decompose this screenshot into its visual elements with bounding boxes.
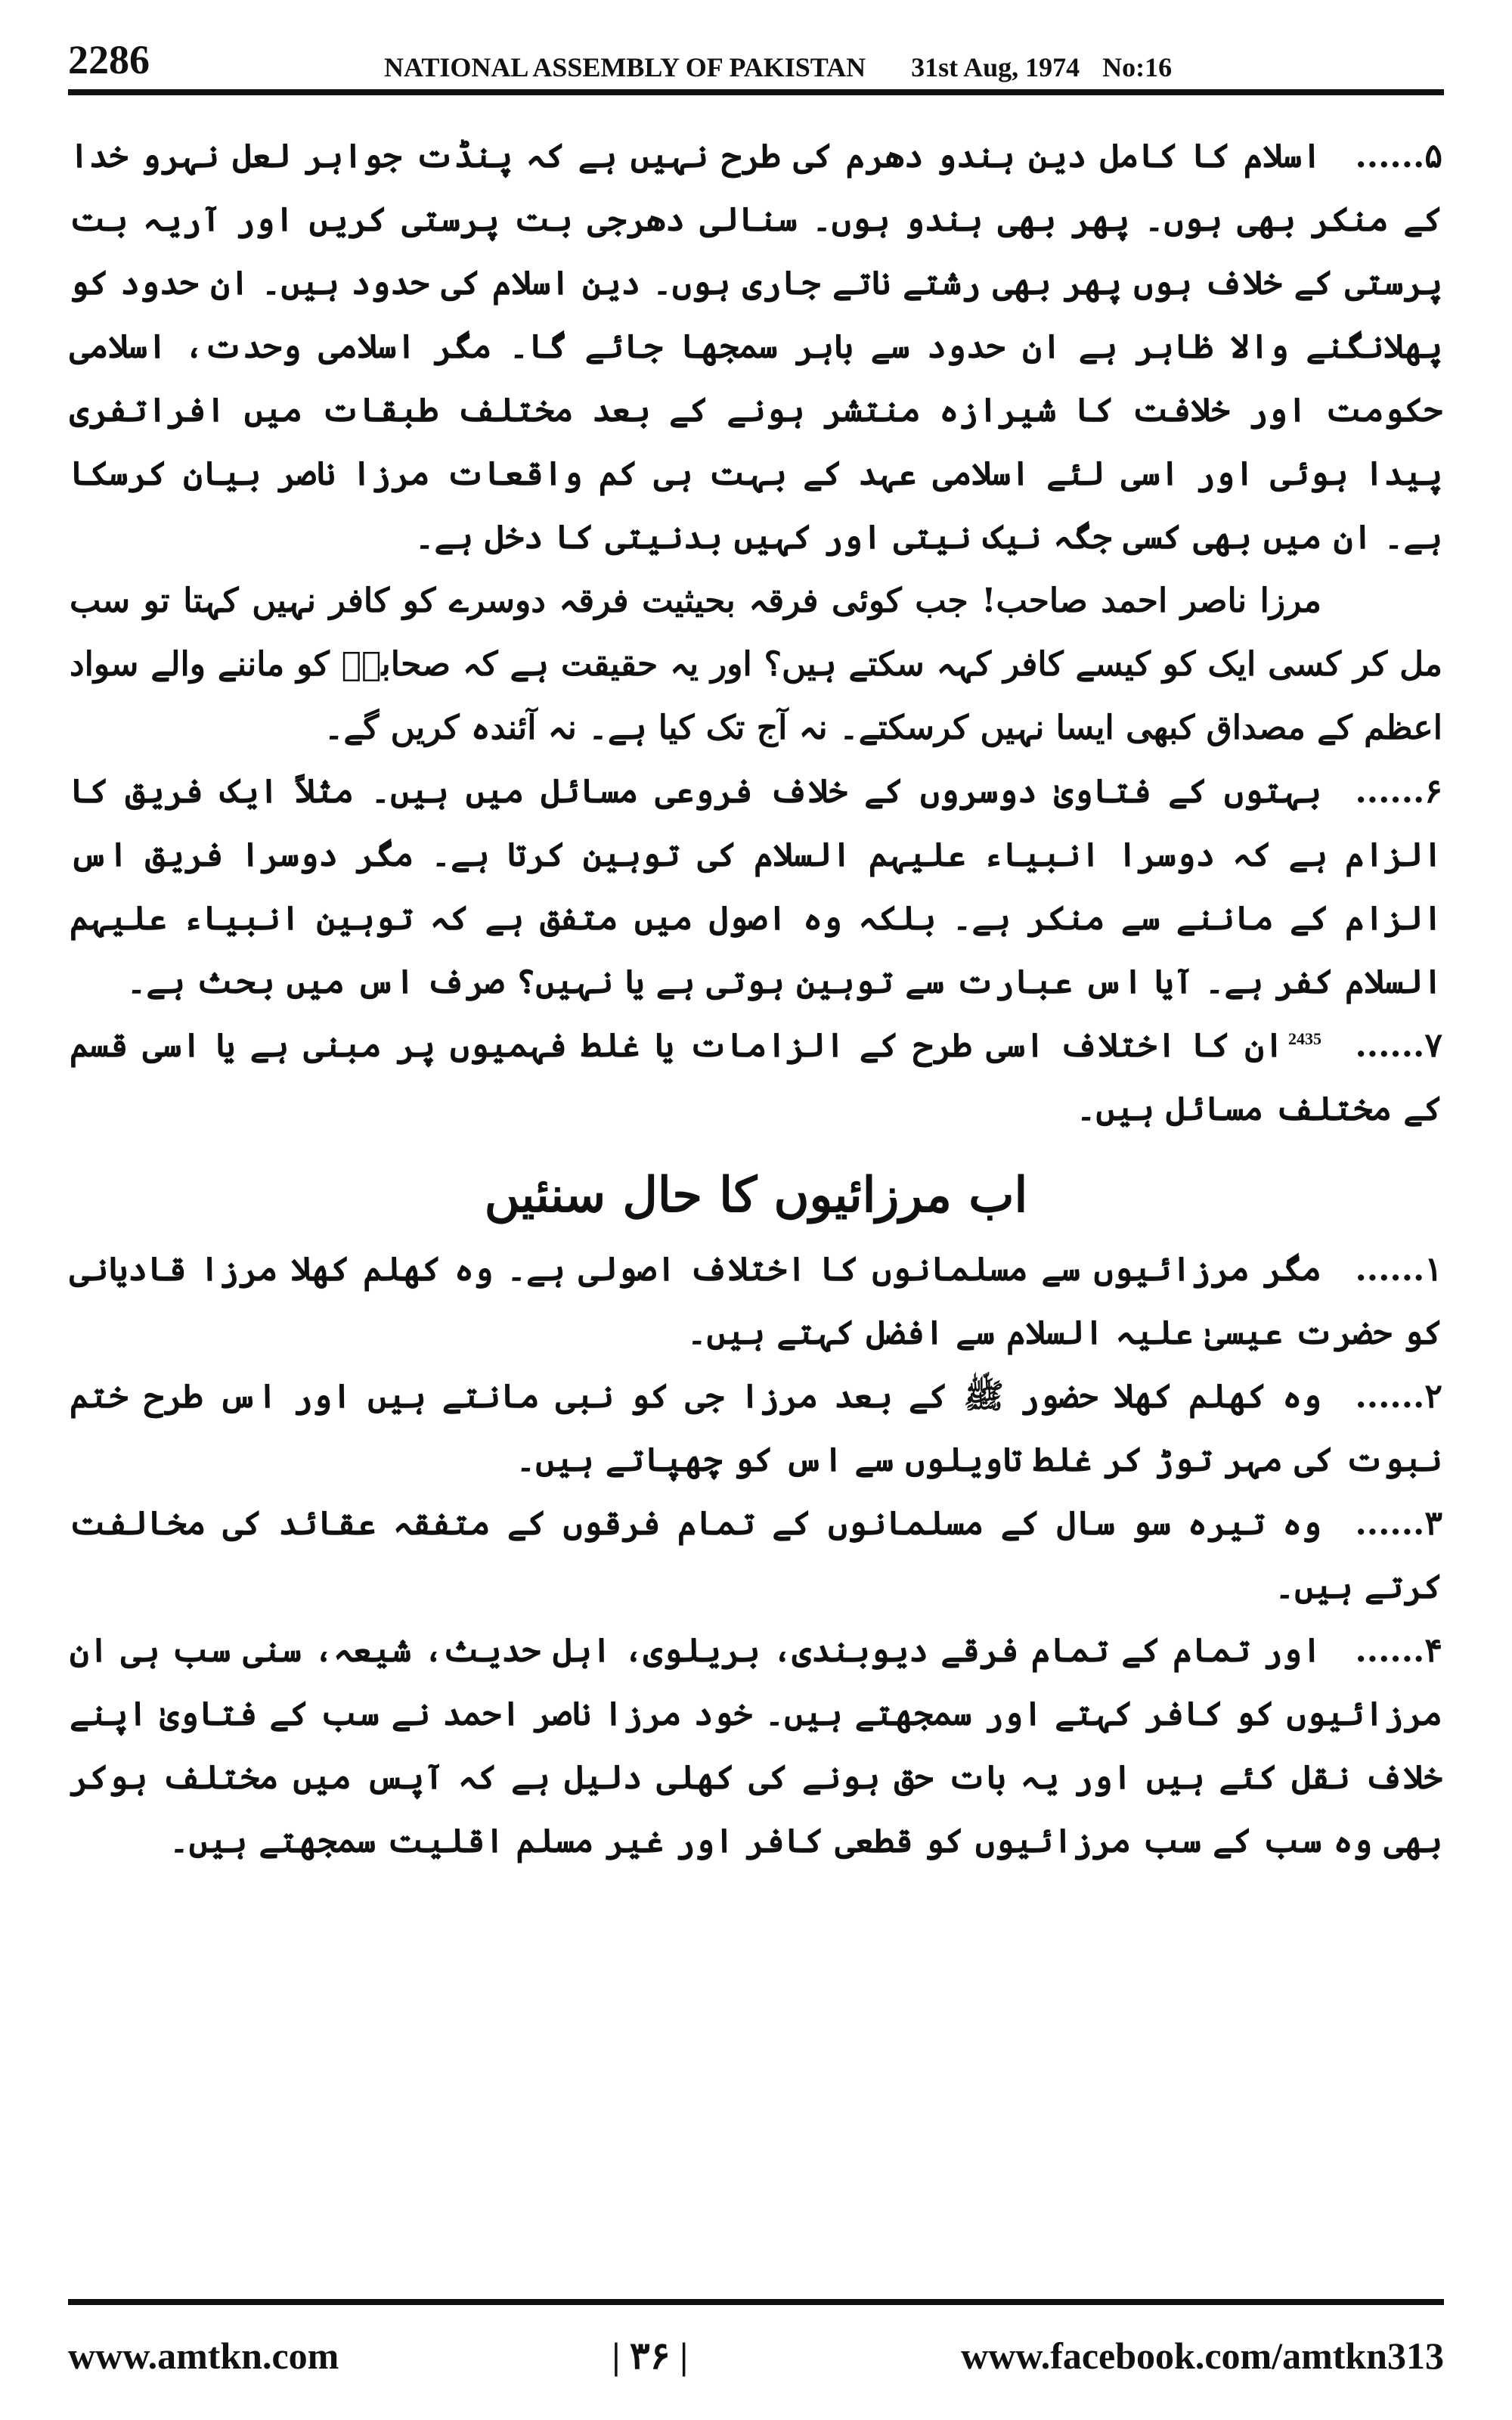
page-header xyxy=(68,30,1444,83)
paragraph-text: بہتوں کے فتاویٰ دوسروں کے خلاف فروعی مسائل میں ہیں۔ مثلاً ایک فریق کا الزام ہے کہ دوسرا انبیاء علیہم السلام کی توہین کرتا ہے۔ مگر دوسرا فریق اس الزام کے ماننے سے منکر ہے۔ بلکہ وہ اصول میں متفق ہے کہ توہین انبیاء علیہم السلام کفر ہے۔ آیا اس عبارت سے توہین ہوتی ہے یا نہیں؟ صرف اس میں بحث ہے۔ xyxy=(70,772,1442,1001)
paragraph-address xyxy=(70,569,1442,760)
page-number: 2286 xyxy=(68,37,150,82)
paragraph-number: ۶...... xyxy=(1355,772,1442,811)
paragraph-text: ان کا اختلاف اسی طرح کے الزامات یا غلط فہمیوں پر مبنی ہے یا اسی قسم کے مختلف مسائل ہیں۔ xyxy=(70,1026,1442,1128)
paragraph-number: ۷...... xyxy=(1355,1026,1442,1065)
item-number: ۲...... xyxy=(1355,1377,1442,1416)
item-number: ۳...... xyxy=(1355,1504,1442,1543)
paragraph-number: ۵...... xyxy=(1355,137,1442,175)
paragraph-text: اسلام کا کامل دین ہندو دھرم کی طرح نہیں ہے کہ پنڈت جواہر لعل نہرو خدا کے منکر بھی ہوں۔ پھر بھی ہندو ہوں۔ سنالی دھرجی بت پرستی کریں اور آریہ بت پرستی کے خلاف ہوں پھر بھی رشتے ناتے جاری ہوں۔ دین اسلام کی حدود ہیں۔ ان حدود کو پھلانگنے والا ظاہر ہے ان حدود سے باہر سمجھا جائے گا۔ مگر اسلامی وحدت، اسلامی حکومت اور خلافت کا شیرازہ منتشر ہونے کے بعد مختلف طبقات میں افراتفری پیدا ہوئی اور اسی لئے اسلامی عہد کے بہت ہی کم واقعات مرزا ناصر بیان کرسکا ہے۔ ان میں بھی کسی جگہ نیک نیتی اور کہیں بدنیتی کا دخل ہے۔ xyxy=(70,137,1442,557)
section-heading: اب مرزائیوں کا حال سنئیں xyxy=(484,1167,1028,1224)
item-text: مگر مرزائیوں سے مسلمانوں کا اختلاف اصولی ہے۔ وہ کھلم کھلا مرزا قادیانی کو حضرت عیسیٰ علیہ السلام سے افضل کہتے ہیں۔ xyxy=(70,1250,1442,1352)
item-text: اور تمام کے تمام فرقے دیوبندی، بریلوی، اہل حدیث، شیعہ، سنی سب ہی ان مرزائیوں کو کافر کہتے اور سمجھتے ہیں۔ خود مرزا ناصر احمد نے سب کے فتاویٰ اپنے خلاف نقل کئے ہیں اور یہ بات حق ہونے کی کھلی دلیل ہے کہ آپس میں مختلف ہوکر بھی وہ سب کے سب مرزائیوں کو قطعی کافر اور غیر مسلم اقلیت سمجھتے ہیں۔ xyxy=(70,1631,1442,1860)
item-text: وہ کھلم کھلا حضور ﷺ کے بعد مرزا جی کو نبی مانتے ہیں اور اس طرح ختم نبوت کی مہر توڑ کر غلط تاویلوں سے اس کو چھپاتے ہیں۔ xyxy=(70,1377,1442,1479)
footnote-marker: 2435 xyxy=(1288,1029,1321,1049)
facebook-link[interactable]: www.facebook.com/amtkn313 xyxy=(961,2335,1444,2377)
list-item-2 xyxy=(70,1365,1442,1492)
website-link[interactable]: www.amtkn.com xyxy=(68,2335,339,2377)
paragraph-6 xyxy=(70,760,1442,1014)
header-date: 31st Aug, 1974 xyxy=(911,52,1080,82)
item-text: وہ تیرہ سو سال کے مسلمانوں کے تمام فرقوں کے متفقہ عقائد کی مخالفت کرتے ہیں۔ xyxy=(70,1504,1442,1606)
paragraph-5 xyxy=(70,125,1442,569)
paragraph-text: مرزا ناصر احمد صاحب! جب کوئی فرقہ بحیثیت فرقہ دوسرے کو کافر نہیں کہتا تو سب مل کر کسی ایک کو کیسے کافر کہہ سکتے ہیں؟ اور یہ حقیقت ہے کہ صحابہؓ کو ماننے والے سواد اعظم کے مصداق کبھی ایسا نہیں کرسکتے۔ نہ آج تک کیا ہے۔ نہ آئندہ کریں گے۔ xyxy=(70,582,1442,747)
item-number: ۱...... xyxy=(1355,1250,1442,1289)
list-item-4 xyxy=(70,1619,1442,1873)
list-item-1 xyxy=(70,1238,1442,1365)
header-title: NATIONAL ASSEMBLY OF PAKISTAN xyxy=(384,52,866,82)
list-item-3 xyxy=(70,1492,1442,1619)
item-number: ۴...... xyxy=(1355,1631,1442,1670)
page-footer xyxy=(68,2325,1444,2386)
footer-page-marker: | ۳۶ | xyxy=(612,2335,689,2377)
header-issue: No:16 xyxy=(1102,52,1173,82)
document-body xyxy=(70,125,1442,2178)
header-rule xyxy=(68,89,1444,95)
paragraph-7 xyxy=(70,1014,1442,1141)
footer-rule xyxy=(68,2299,1444,2305)
